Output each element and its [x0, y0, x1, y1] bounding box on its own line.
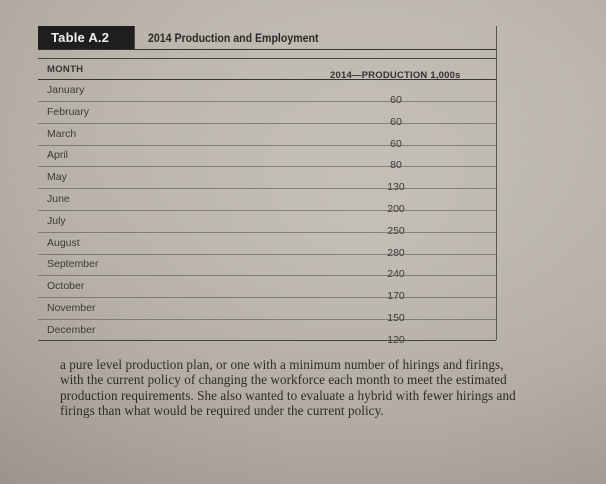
- production-cell: 170: [387, 290, 405, 303]
- header-rule: [38, 79, 496, 80]
- month-cell: February: [47, 105, 90, 118]
- month-cell: June: [47, 193, 70, 205]
- production-cell: 250: [387, 224, 405, 237]
- month-cell: November: [47, 302, 96, 314]
- row-divider: [38, 166, 496, 167]
- month-cell: March: [47, 127, 77, 140]
- table-label: Table A.2: [38, 26, 134, 49]
- row-divider: [38, 123, 496, 124]
- row-divider: [38, 188, 496, 189]
- production-cell: 240: [387, 268, 405, 281]
- production-cell: 200: [387, 203, 405, 215]
- production-cell: 60: [390, 94, 402, 106]
- month-cell: August: [47, 236, 80, 249]
- month-cell: October: [47, 280, 85, 293]
- month-cell: December: [47, 323, 96, 336]
- bottom-rule: [38, 340, 496, 341]
- table-caption: 2014 Production and Employment: [148, 33, 319, 45]
- production-cell: 60: [390, 115, 402, 128]
- production-cell: 80: [390, 159, 402, 172]
- month-cell: January: [47, 84, 85, 96]
- row-divider: [38, 145, 496, 146]
- production-cell: 150: [387, 312, 405, 324]
- production-cell: 280: [387, 246, 405, 259]
- top-rule: [38, 49, 496, 50]
- production-cell: 60: [390, 137, 402, 150]
- row-divider: [38, 297, 496, 298]
- column-header-month: MONTH: [47, 64, 84, 75]
- row-divider: [38, 210, 496, 211]
- column-header-production: 2014—PRODUCTION 1,000s: [330, 70, 461, 81]
- production-cell: 120: [387, 333, 405, 346]
- top-rule-2: [38, 58, 496, 59]
- row-divider: [38, 275, 496, 276]
- month-cell: July: [47, 214, 66, 227]
- month-cell: September: [47, 258, 99, 271]
- row-divider: [38, 101, 496, 102]
- row-divider: [38, 319, 496, 320]
- month-cell: May: [47, 171, 67, 184]
- row-divider: [38, 232, 496, 233]
- month-cell: April: [47, 149, 69, 162]
- production-cell: 130: [387, 181, 405, 194]
- label-divider: [134, 26, 135, 49]
- body-paragraph: a pure level production plan, or one with a minimum number of hirings and firings, with the current policy of changing the workforce each month to meet the estimated production requirements. She also wanted to evaluate a hybrid with fewer hirings and firings than what would be required under the current policy.: [60, 357, 516, 419]
- row-divider: [38, 254, 496, 255]
